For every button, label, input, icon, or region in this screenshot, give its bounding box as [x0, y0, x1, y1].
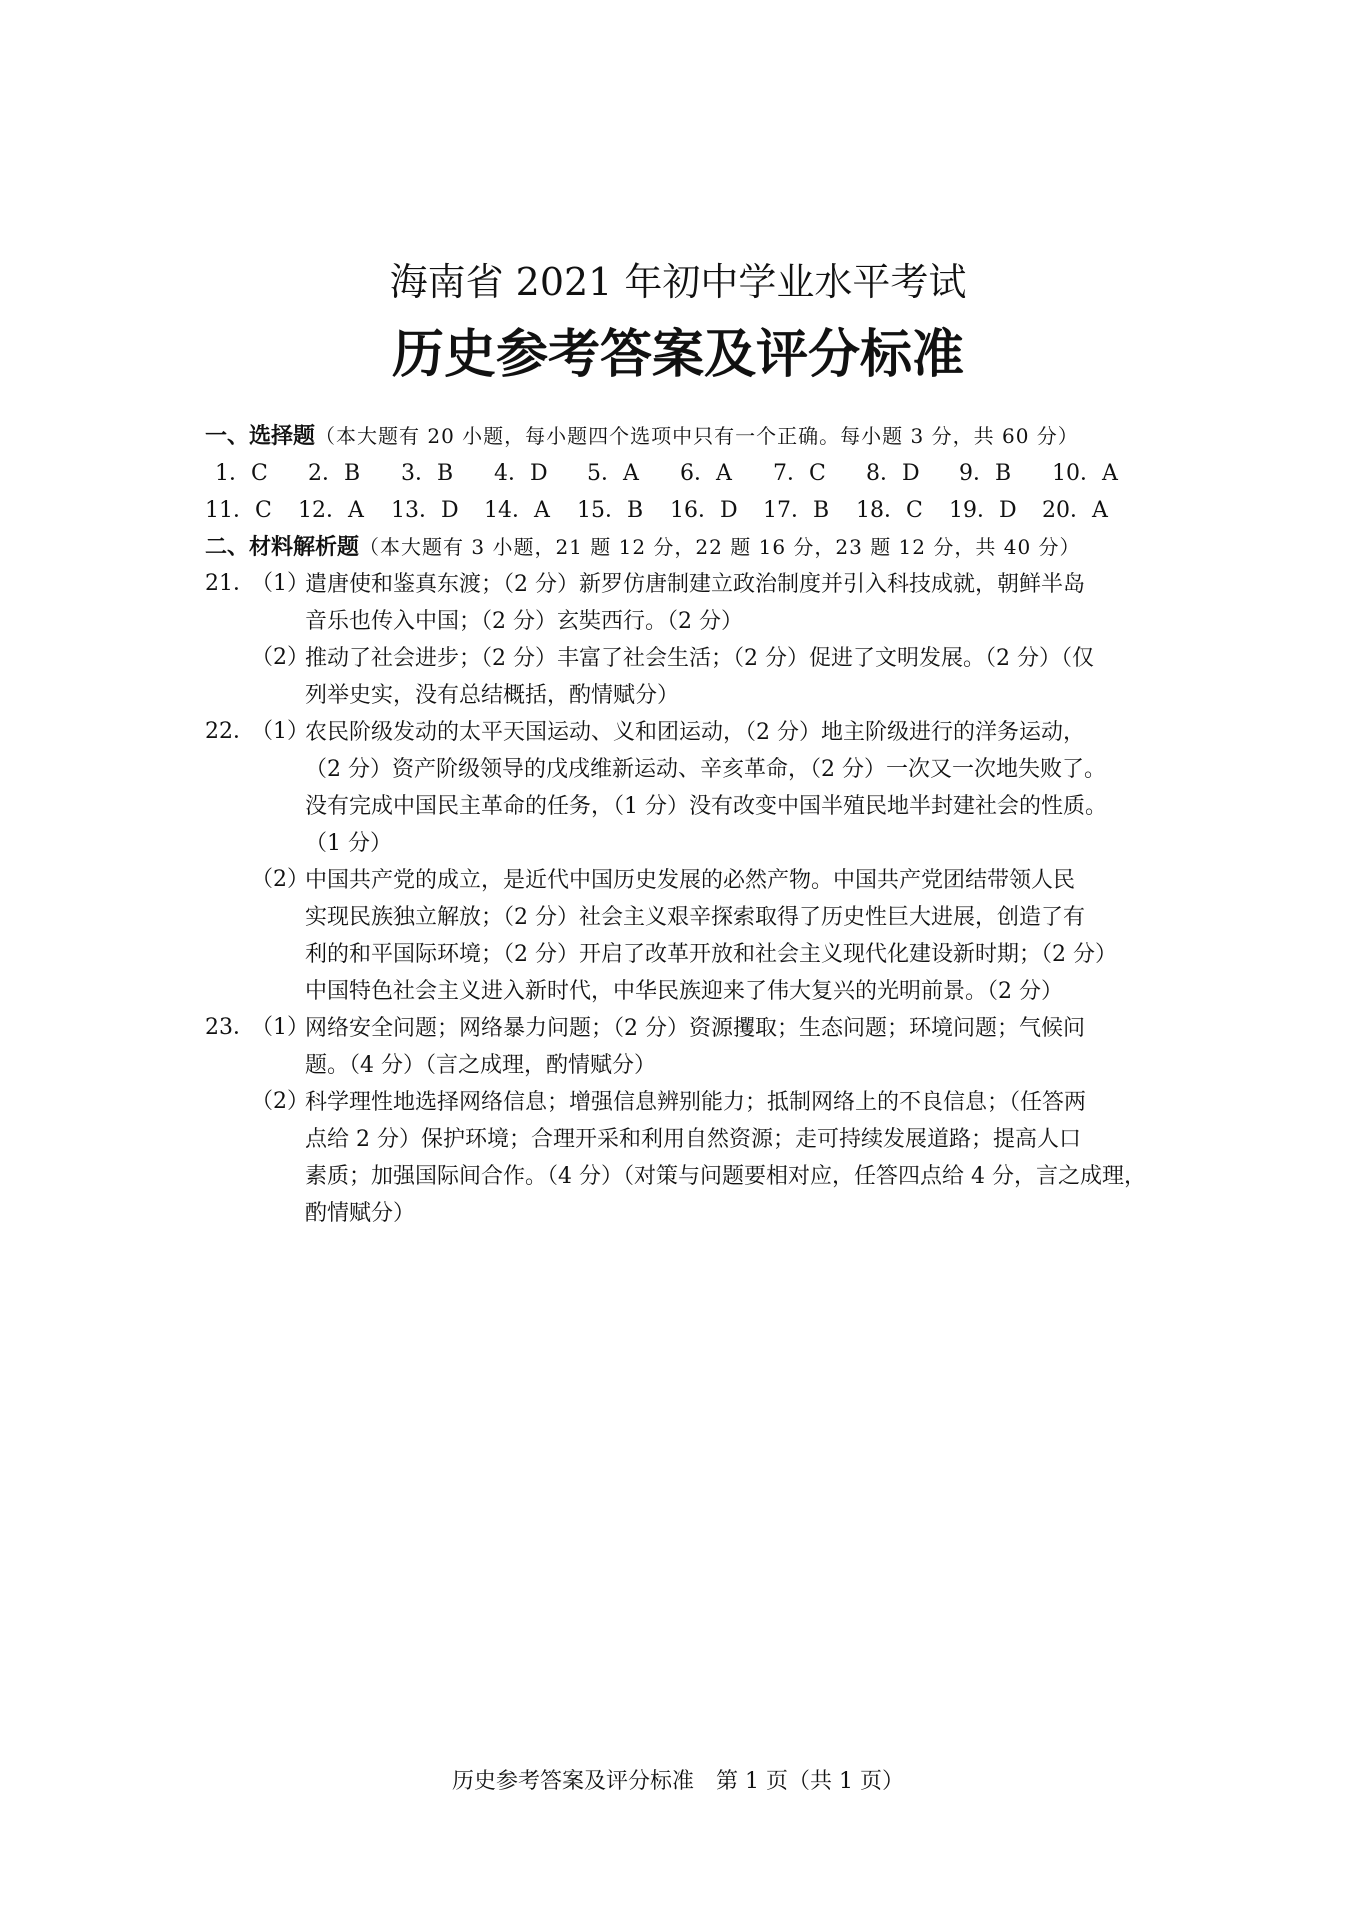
answer-line: 科学理性地选择网络信息；增强信息辨别能力；抵制网络上的不良信息；（任答两	[305, 1090, 1087, 1115]
document-title: 历史参考答案及评分标准	[391, 325, 964, 385]
answer-line: 音乐也传入中国；（2 分）玄奘西行。（2 分）	[305, 609, 743, 634]
mc-answer: 4．D	[494, 461, 548, 486]
answer-line: 中国共产党的成立，是近代中国历史发展的必然产物。中国共产党团结带领人民	[305, 868, 1076, 893]
mc-answer: 15．B	[577, 498, 644, 523]
mc-answer: 12．A	[298, 498, 364, 523]
section1-note: （本大题有 20 小题，每小题四个选项中只有一个正确。每小题 3 分，共 60 分）	[315, 424, 1079, 448]
mc-answers-row-1	[205, 455, 1155, 492]
answer-line: 遣唐使和鉴真东渡；（2 分）新罗仿唐制建立政治制度并引入科技成就，朝鲜半岛	[305, 572, 1085, 597]
section2-heading	[205, 529, 1155, 566]
answer-line: 酌情赋分）	[305, 1201, 416, 1226]
part-label: （1）	[251, 571, 309, 596]
answer-line: 实现民族独立解放；（2 分）社会主义艰辛探索取得了历史性巨大进展，创造了有	[305, 905, 1085, 930]
page-footer: 历史参考答案及评分标准 第 1 页（共 1 页）	[452, 1769, 904, 1794]
q22-part-2	[205, 862, 1155, 1010]
mc-answer: 3．B	[401, 461, 454, 486]
mc-answer: 8．D	[866, 461, 920, 486]
answer-line: 网络安全问题；网络暴力问题；（2 分）资源攫取；生态问题；环境问题；气候问	[305, 1016, 1085, 1041]
q21-part-1	[205, 566, 1155, 640]
mc-answer: 2．B	[308, 461, 361, 486]
question-21	[205, 566, 1155, 714]
part-label: （1）	[251, 1015, 309, 1040]
answer-line: 素质；加强国际间合作。（4 分）（对策与问题要相对应，任答四点给 4 分，言之成理，	[305, 1164, 1146, 1189]
section2-note: （本大题有 3 小题，21 题 12 分，22 题 16 分，23 题 12 分，共 40 分）	[359, 535, 1081, 559]
section1-title: 一、选择题	[205, 424, 316, 449]
mc-answer: 20．A	[1042, 498, 1108, 523]
part-label: （2）	[251, 645, 309, 670]
q22-part-1	[205, 714, 1155, 862]
mc-answer: 10．A	[1052, 461, 1118, 486]
answer-line: 农民阶级发动的太平天国运动、义和团运动，（2 分）地主阶级进行的洋务运动，	[305, 720, 1085, 745]
mc-answer: 16．D	[670, 498, 738, 523]
mc-answer: 5．A	[587, 461, 639, 486]
answer-body	[205, 418, 1155, 1232]
exam-title: 海南省 2021 年初中学业水平考试	[389, 260, 967, 304]
mc-answer: 17．B	[763, 498, 830, 523]
mc-answer: 9．B	[959, 461, 1012, 486]
q23-part-1	[205, 1010, 1155, 1084]
section1-heading	[205, 418, 1155, 455]
mc-answer: 14．A	[484, 498, 550, 523]
answer-line: （1 分）	[305, 831, 392, 856]
answer-line: 题。（4 分）（言之成理，酌情赋分）	[305, 1053, 656, 1078]
answer-line: 利的和平国际环境；（2 分）开启了改革开放和社会主义现代化建设新时期；（2 分）	[305, 942, 1117, 967]
q21-part-2	[205, 640, 1155, 714]
mc-answer: 1．C	[215, 461, 268, 486]
part-label: （2）	[251, 1089, 309, 1114]
answer-line: 推动了社会进步；（2 分）丰富了社会生活；（2 分）促进了文明发展。（2 分）（仅	[305, 646, 1094, 671]
answer-line: 没有完成中国民主革命的任务，（1 分）没有改变中国半殖民地半封建社会的性质。	[305, 794, 1107, 819]
mc-answer: 6．A	[680, 461, 732, 486]
answer-line: 列举史实，没有总结概括，酌情赋分）	[305, 683, 680, 708]
question-number: 23．	[205, 1015, 255, 1040]
question-number: 22．	[205, 719, 255, 744]
part-label: （1）	[251, 719, 309, 744]
question-23	[205, 1010, 1155, 1232]
q23-part-2	[205, 1084, 1155, 1232]
answer-line: 点给 2 分）保护环境；合理开采和利用自然资源；走可持续发展道路；提高人口	[305, 1127, 1081, 1152]
question-22	[205, 714, 1155, 1010]
question-number: 21．	[205, 571, 255, 596]
answer-line: 中国特色社会主义进入新时代，中华民族迎来了伟大复兴的光明前景。（2 分）	[305, 979, 1063, 1004]
mc-answers-row-2	[205, 492, 1155, 529]
mc-answer: 18．C	[856, 498, 923, 523]
section2-title: 二、材料解析题	[205, 535, 360, 560]
mc-answer: 19．D	[949, 498, 1017, 523]
answer-line: （2 分）资产阶级领导的戊戌维新运动、辛亥革命，（2 分）一次又一次地失败了。	[305, 757, 1106, 782]
mc-answer: 7．C	[773, 461, 826, 486]
part-label: （2）	[251, 867, 309, 892]
mc-answer: 13．D	[391, 498, 459, 523]
mc-answer: 11．C	[205, 498, 272, 523]
